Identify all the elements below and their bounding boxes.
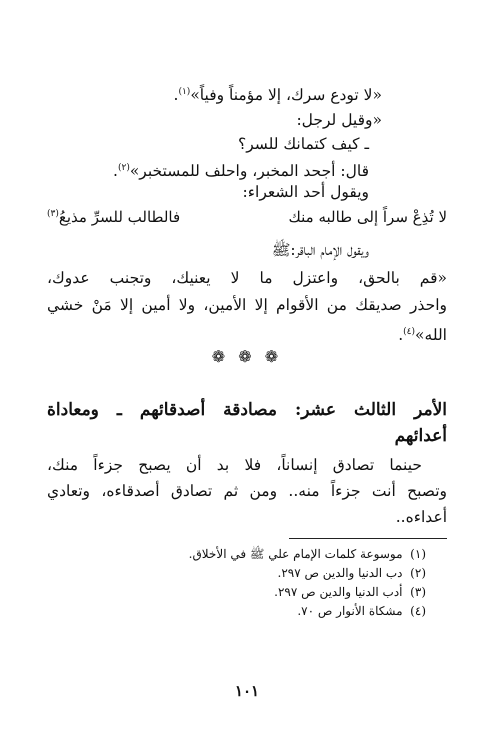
footnote-ref: (١) <box>178 87 191 97</box>
footnote-ref: (٤) <box>403 327 416 337</box>
poem-first-hemistich: لا تُذِعْ سراً إلى طالبه منك <box>288 208 447 226</box>
intro-line-2: ويقول الإمام الباقر:ﷺ <box>271 241 369 259</box>
footnote-ref: (٢) <box>117 163 130 173</box>
hadith-line-1: «قم بالحق، واعتزل ما لا يعنيك، وتجنب عدوك، <box>47 269 447 287</box>
quote-text: قال: أجحد المخبر، واحلف للمستخبر» <box>129 162 369 181</box>
hadith-line-3: الله»$^{(٤)}$. <box>398 326 447 345</box>
footnote-1: (١) موسوعة كلمات الإمام علي ﷺ في الأخلاق. <box>188 547 426 561</box>
section-heading-line-1: الأمر الثالث عشر: مصادقة أصدقائهم ـ ومعاداة <box>47 400 447 420</box>
hadith-line-2: واحذر صديقك من الأقوام إلا الأمين، ولا أمين إلا مَنْ خشي <box>47 296 447 314</box>
quote-text: «لا تودع سرك، إلا مؤمناً وفياً» <box>190 86 382 105</box>
paragraph-line-2: وتصبح أنت جزءاً منه.. ومن ثم تصادق أصدقاءه، وتعادي <box>47 482 447 500</box>
footnote-separator <box>289 538 447 539</box>
footnote-ref: (٣) <box>47 209 59 219</box>
quote-line-3: ـ كيف كتمانك للسر؟ <box>237 135 369 153</box>
section-ornament: ❁ ❁ ❁ <box>211 347 283 366</box>
footnote-2: (٢) دب الدنيا والدين ص ٢٩٧. <box>277 566 426 580</box>
quote-line-2: «وقيل لرجل: <box>296 111 382 129</box>
quote-line-1: «لا تودع سرك، إلا مؤمناً وفياً»$^{(١)}$. <box>173 86 382 105</box>
paragraph-line-1: حينما تصادق إنساناً، فلا بد أن يصبح جزءاً منك، <box>47 456 422 474</box>
page-number: ١٠١ <box>234 682 260 700</box>
poem-verse <box>47 208 447 230</box>
honorific-mark: ﷺ <box>271 241 291 259</box>
footnote-3: (٣) أدب الدنيا والدين ص ٢٩٧. <box>274 585 426 599</box>
section-heading-line-2: أعدائهم <box>394 426 447 446</box>
quote-line-4: قال: أجحد المخبر، واحلف للمستخبر»$^{(٢)}$. <box>113 162 369 181</box>
poem-second-hemistich: فالطالب للسرِّ مذيعُ$^{(٣)}$ <box>47 208 181 226</box>
paragraph-line-3: أعداءه.. <box>395 508 447 526</box>
footnote-4: (٤) مشكاة الأنوار ص ٧٠. <box>297 604 426 618</box>
intro-line: ويقول أحد الشعراء: <box>242 183 369 201</box>
